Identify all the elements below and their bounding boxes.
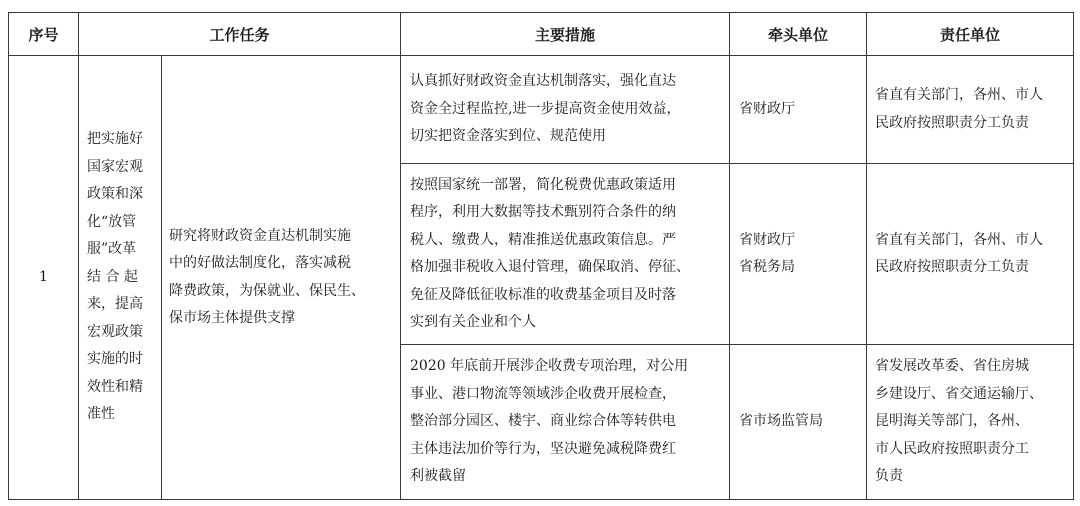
header-lead-unit: 牵头单位	[730, 13, 867, 56]
measure-text: 认真抓好财政资金直达机制落实，强化直达 资金全过程监控,进一步提高资金使用效益， 切实把资金落实到位、规范使用	[410, 73, 681, 145]
seq-cell	[9, 56, 79, 500]
lead-unit-text: 省财政厅	[739, 100, 795, 117]
seq-number: 1	[39, 268, 48, 285]
lead-unit-cell	[730, 164, 867, 345]
measure-cell	[401, 164, 730, 345]
responsible-unit-cell	[867, 164, 1074, 345]
measure-text: 按照国家统一部署，简化税费优惠政策适用 程序，利用大数据等技术甄别符合条件的纳 税人、缴费人，精准推送优惠政策信息。严 格加强非税收入退付管理，确保取消、停征、 免征及降低征收标准的收费基金项目及时落 实到有关企业和个人	[410, 176, 690, 330]
lead-unit-text: 省财政厅 省税务局	[739, 231, 795, 275]
task-goal-cell	[79, 56, 162, 500]
task-detail-text: 研究将财政资金直达机制实施 中的好做法制度化，落实减税 降费政策，为保就业、保民生、 保市场主体提供支撑	[169, 227, 365, 326]
task-table	[8, 12, 1074, 500]
measure-cell	[401, 345, 730, 500]
responsible-unit-cell	[867, 345, 1074, 500]
lead-unit-cell	[730, 56, 867, 164]
header-measures: 主要措施	[401, 13, 730, 56]
measure-cell	[401, 56, 730, 164]
header-responsible-unit: 责任单位	[867, 13, 1074, 56]
table-row	[9, 56, 1074, 164]
lead-unit-cell	[730, 345, 867, 500]
task-goal-text: 把实施好 国家宏观 政策和深 化“放管 服”改革 结 合 起 来，提高 宏观政策 实施的时 效性和精 准性	[87, 131, 143, 423]
header-row	[9, 13, 1074, 56]
header-seq: 序号	[9, 13, 79, 56]
responsible-unit-text: 省直有关部门，各州、市人 民政府按照职责分工负责	[875, 231, 1043, 275]
task-detail-cell	[162, 56, 401, 500]
responsible-unit-text: 省直有关部门，各州、市人 民政府按照职责分工负责	[875, 87, 1043, 131]
measure-text: 2020 年底前开展涉企收费专项治理，对公用 事业、港口物流等领域涉企收费开展检查， 整治部分园区、楼宇、商业综合体等转供电 主体违法加价等行为，坚决避免减税降费红 利被截留	[410, 358, 689, 485]
lead-unit-text: 省市场监管局	[739, 413, 823, 430]
responsible-unit-text: 省发展改革委、省住房城 乡建设厅、省交通运输厅、 昆明海关等部门，各州、 市人民政府按照职责分工 负责	[875, 358, 1043, 485]
header-task: 工作任务	[79, 13, 401, 56]
responsible-unit-cell	[867, 56, 1074, 164]
